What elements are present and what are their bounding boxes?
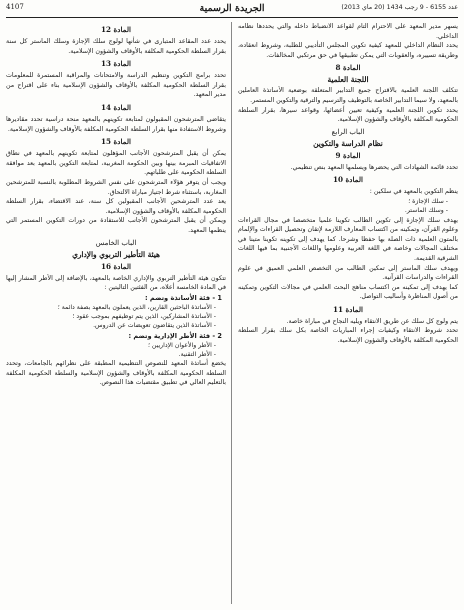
list-item: - وسلك الماستر.: [404, 207, 448, 215]
list-item: - الأساتذة الذين يتقاضون تعويضات عن الدروس.: [93, 322, 216, 330]
paragraph: تتكلف اللجنة العلمية بالاقتراح جميع التدابير المتعلقة بوضعية الأساتذة العاملين بالمعهد، ولا سيما التدابير الخاصة بالتوظيف والترسيم والترقية والتكوين المستمر.: [238, 87, 458, 104]
category-heading: 2 - فئة الأطر الإدارية وتضم :: [128, 331, 222, 340]
article-number: المادة 14: [100, 102, 132, 112]
page-header: [6, 2, 458, 18]
list-item: - سلك الإجازة ؛: [408, 197, 448, 205]
section-heading: نظام الدراسة والتكوين: [313, 138, 383, 148]
paragraph: يخضع أساتذة المعهد للنصوص التنظيمية المطبقة على نظرائهم بالجامعات، وتحدد السلطة الحكومية المكلفة بالأوقاف والشؤون الإسلامية والسلطة الحكومية المكلفة بالتعليم العالي في تطبيق مقتضيات هذا النصوص.: [6, 360, 226, 387]
list-item: - الأطر التقنية.: [178, 350, 216, 358]
section-heading: اللجنة العلمية: [327, 75, 369, 85]
paragraph: ينظم التكوين بالمعهد في سلكين :: [369, 188, 458, 196]
paragraph: ويجب أن يتوفر هؤلاء المترشحون على نفس الشروط المطلوبة بالنسبة للمترشحين المغاربة، باستثناء شرط اجتياز مباراة الالتحاق.: [6, 178, 226, 196]
paragraph: تحدد شروط الانتقاء وكيفيات إجراء المباريات الخاصة بكل سلك بقرار السلطة الحكومية المكلفة بالأوقاف والشؤون الإسلامية.: [238, 327, 458, 345]
section-heading: هيئة التأطير التربوي والإداري: [72, 249, 160, 259]
chapter-heading: الباب الخامس: [95, 238, 137, 247]
page-number: 4107: [6, 3, 24, 11]
article-number: المادة 8: [335, 63, 361, 73]
paragraph: تحدد برامج التكوين وتنظيم الدراسة والامتحانات والمراقبة المستمرة للمعلومات بقرار السلطة الحكومية المكلفة بالأوقاف والشؤون الإسلامية بناء على اقتراح من مدير المعهد.: [6, 72, 226, 99]
category-heading: 1 - فئة الأساتذة وتضم :: [144, 293, 222, 302]
paragraph: يحدد عدد المقاعد المتبارى في شأنها لولوج سلك الإجازة وسلك الماستر كل سنة بقرار السلطة الحكومية المكلفة بالأوقاف والشؤون الإسلامية.: [6, 38, 226, 55]
article-number: المادة 11: [332, 304, 364, 314]
list-item: - الأساتذة المشاركين، الذين يتم توظيفهم بموجب عقود ؛: [72, 312, 216, 320]
paragraph: ويمكن أن يقبل المترشحون الأجانب للاستفادة من دورات التكوين المستمر التي ينظمها المعهد.: [6, 217, 226, 234]
article-number: المادة 9: [335, 150, 361, 160]
article-number: المادة 10: [332, 175, 364, 185]
paragraph: يهدف سلك الإجازة إلى تكوين الطالب تكوينا علميا متخصصا في مجال القراءات وعلوم القرآن، وتمكينه من اكتساب المعارف اللازمة لإتقان وتحصيل القراءات والإلمام بالمتون العلمية ذات الصلة بها حفظا وشرحا. كما يهدف إلى تكوينه تكوينا متينا في مختلف المجالات وخاصة في اللغة العربية وعلومها واللغات الأجنبية بما فيها اللغات الشرقية القديمة.: [238, 216, 458, 262]
paragraph: تتكون هيئة التأطير التربوي والإداري الخاصة بالمعهد، بالإضافة إلى الأطر المشار إليها في المادة الخامسة أعلاه، من الفئتين التاليتين :: [6, 274, 226, 292]
list-item: - الأساتذة الباحثين القارين، الذين يعملون بالمعهد بصفة دائمة ؛: [57, 303, 216, 311]
paragraph: كما يهدف إلى تمكينه من اكتساب مناهج البحث العلمي في مجالات التكوين وتمكينه من أصول المناظرة وأساليب التواصل.: [238, 283, 458, 301]
paragraph: يحدد تكوين اللجنة العلمية وكيفية تعيين أعضائها، وقواعد سيرها، بقرار السلطة الحكومية المكلفة بالأوقاف والشؤون الإسلامية.: [238, 106, 458, 124]
article-number: المادة 13: [100, 59, 132, 69]
paragraph: يعد عدد المترشحين الأجانب المقبولين كل سنة، عند الاقتضاء، بقرار السلطة الحكومية المكلفة بالأوقاف والشؤون الإسلامية.: [6, 198, 226, 215]
column-divider: [231, 22, 232, 604]
right-column: [238, 22, 458, 606]
paragraph: يتم ولوج كل سلك عن طريق الانتقاء ويليه النجاح في مباراة خاصة.: [286, 317, 458, 325]
paragraph: ويهدف سلك الماستر إلى تمكين الطالب من التخصص العلمي العميق في علوم القراءات والدراسات القرآنية.: [238, 264, 458, 282]
article-number: المادة 16: [100, 261, 132, 271]
paragraph: تحدد قائمة الشهادات التي يحضرها ويسلمها المعهد بنص تنظيمي.: [290, 163, 458, 171]
chapter-heading: الباب الرابع: [331, 127, 365, 136]
paragraph: يتقاضى المترشحون المقبولون لمتابعة تكوينهم بالمعهد منحة دراسية تحدد مقاديرها وشروط الاستفادة منها بقرار السلطة الحكومية المكلفة بالأوقاف والشؤون الإسلامية.: [6, 115, 226, 133]
paragraph: يسهر مدير المعهد على الاحترام التام لقواعد الانضباط داخله والتي يحددها نظامه الداخلي.: [238, 23, 458, 40]
paragraph: يحدد النظام الداخلي للمعهد كيفية تكوين المجلس التأديبي للطلبة، وشروط انعقاده، وطريقة تسييره، والعقوبات التي يمكن تطبيقها في حق مرتكبي المخالفات.: [238, 42, 458, 59]
list-item: - الأطر والأعوان الإداريين ؛: [147, 341, 216, 349]
article-number: المادة 15: [100, 137, 132, 147]
paragraph: يمكن أن يقبل المترشحون الأجانب المؤهلون لمتابعة تكوينهم بالمعهد في نطاق الاتفاقيات المبرمة بينها وبين الحكومة المغربية، لمتابعة التكوين بالمعهد بعد موافقة السلطة الحكومية على طلباتهم.: [6, 150, 226, 177]
issue-info: عدد 6155 - 9 رجب 1434 (20 ماي 2013): [341, 4, 458, 11]
journal-title: الجريدة الرسمية: [199, 3, 265, 14]
left-column: [6, 22, 226, 606]
article-number: المادة 12: [100, 25, 132, 34]
